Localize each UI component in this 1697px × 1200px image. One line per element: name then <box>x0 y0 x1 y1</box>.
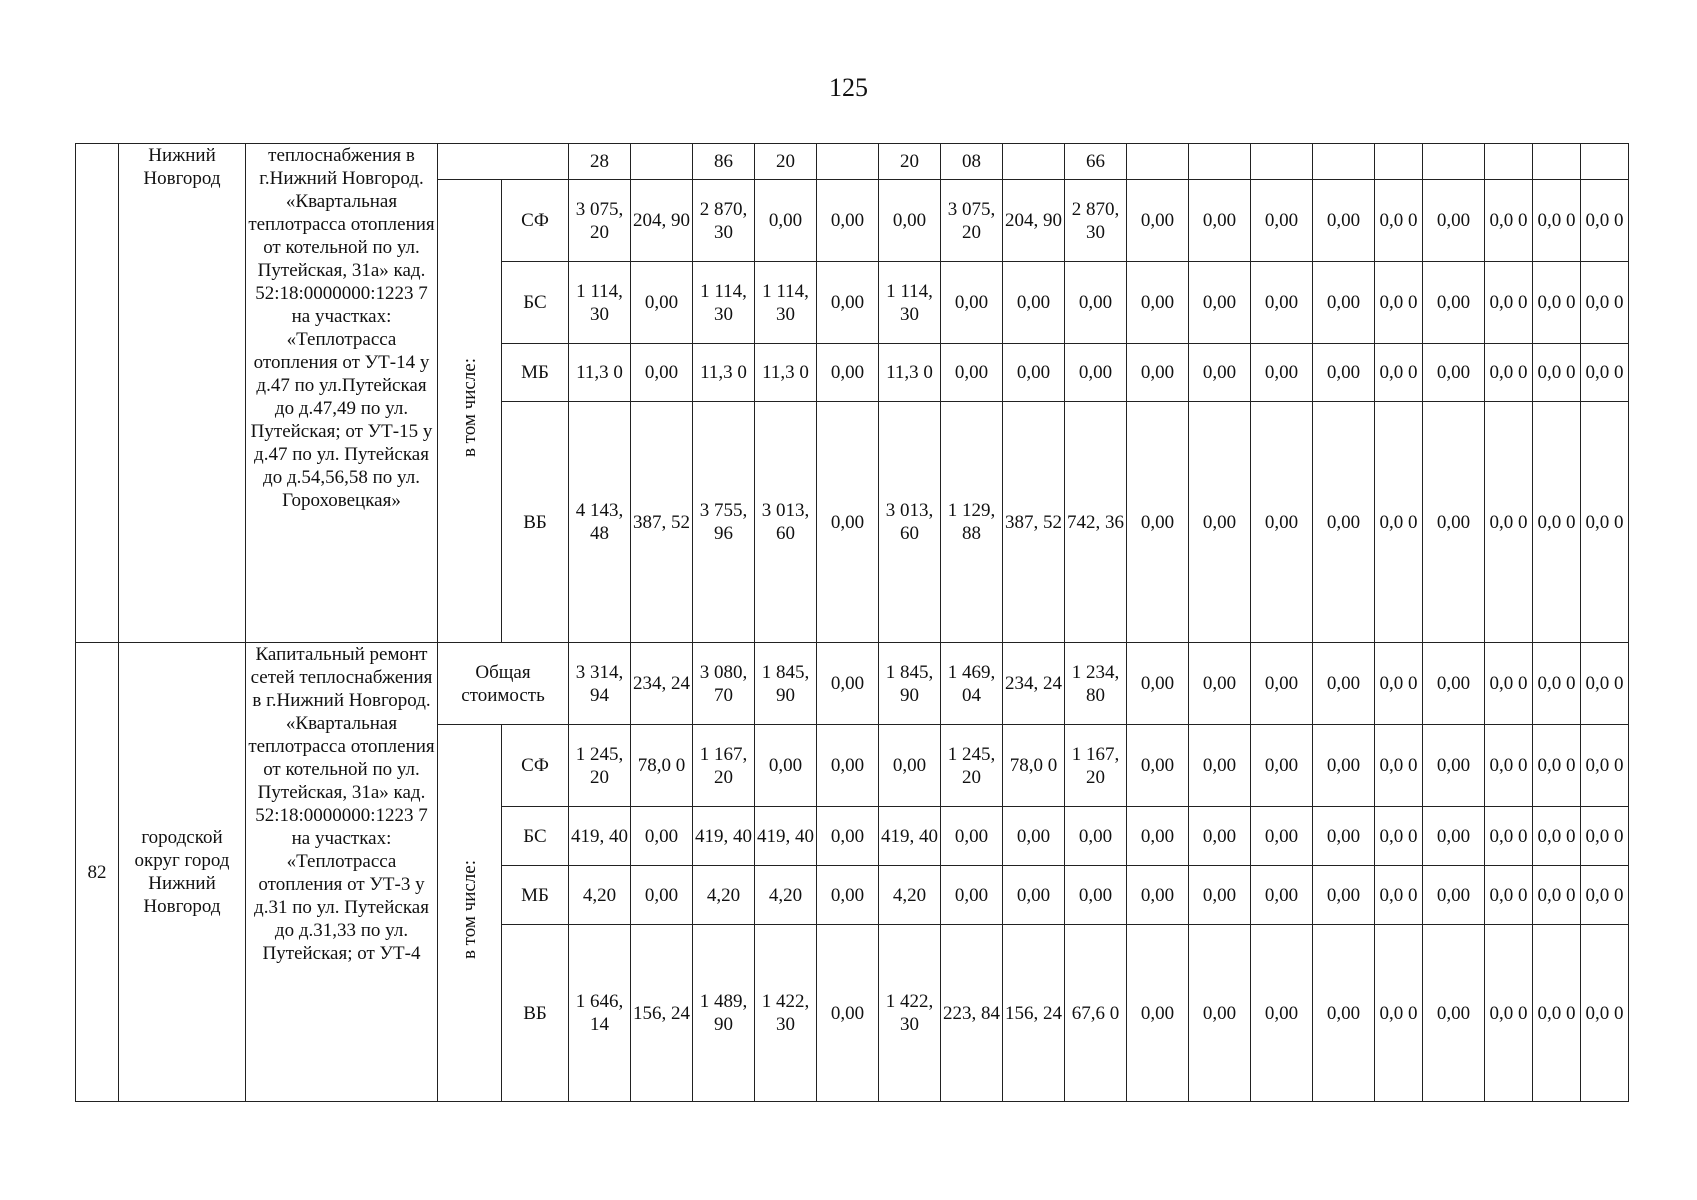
value-cell: 0,0 0 <box>1581 866 1629 925</box>
value-cell: 66 <box>1065 144 1127 180</box>
value-cell: 20 <box>755 144 817 180</box>
page-number: 125 <box>829 73 868 102</box>
value-cell: 0,0 0 <box>1375 925 1423 1102</box>
value-cell: 0,0 0 <box>1485 180 1533 262</box>
value-cell: 0,0 0 <box>1533 402 1581 643</box>
value-cell <box>1581 144 1629 180</box>
value-cell: 0,00 <box>941 807 1003 866</box>
value-cell: 204, 90 <box>631 180 693 262</box>
value-cell: 11,3 0 <box>569 344 631 402</box>
value-cell: 0,00 <box>1251 344 1313 402</box>
total-value-cell: 0,0 0 <box>1485 643 1533 725</box>
value-cell: 223, 84 <box>941 925 1003 1102</box>
value-cell <box>1251 144 1313 180</box>
value-cell: 3 075, 20 <box>569 180 631 262</box>
value-cell: 0,0 0 <box>1485 866 1533 925</box>
value-cell: 156, 24 <box>1003 925 1065 1102</box>
value-cell: 0,00 <box>817 807 879 866</box>
value-cell: 387, 52 <box>631 402 693 643</box>
value-cell <box>1485 144 1533 180</box>
value-cell: 1 646, 14 <box>569 925 631 1102</box>
value-cell: 0,00 <box>817 866 879 925</box>
value-cell: 0,0 0 <box>1485 725 1533 807</box>
value-cell: 0,00 <box>817 725 879 807</box>
total-cost-label: Общая стоимость <box>438 643 569 725</box>
including-label: в том числе: <box>459 860 480 960</box>
value-cell: 1 245, 20 <box>941 725 1003 807</box>
value-cell: 0,00 <box>1189 866 1251 925</box>
total-value-cell: 1 234, 80 <box>1065 643 1127 725</box>
value-cell <box>1003 144 1065 180</box>
value-cell: 0,00 <box>1003 807 1065 866</box>
table-row <box>76 643 1629 725</box>
including-label-cell <box>438 180 502 643</box>
municipality-cell: городской округ город Нижний Новгород <box>119 643 246 1102</box>
value-cell: 78,0 0 <box>1003 725 1065 807</box>
value-cell: 78,0 0 <box>631 725 693 807</box>
value-cell: 0,00 <box>1127 925 1189 1102</box>
value-cell: 2 870, 30 <box>693 180 755 262</box>
value-cell: 1 114, 30 <box>693 262 755 344</box>
value-cell: 0,00 <box>817 925 879 1102</box>
value-cell: 0,0 0 <box>1375 866 1423 925</box>
value-cell: 0,0 0 <box>1533 725 1581 807</box>
value-cell: 0,00 <box>1313 725 1375 807</box>
value-cell: 0,00 <box>755 180 817 262</box>
total-value-cell: 234, 24 <box>1003 643 1065 725</box>
value-cell: 1 114, 30 <box>569 262 631 344</box>
value-cell: 0,00 <box>1189 807 1251 866</box>
value-cell: 0,00 <box>1189 402 1251 643</box>
value-cell: 2 870, 30 <box>1065 180 1127 262</box>
value-cell: 4,20 <box>879 866 941 925</box>
funding-source-cell: БС <box>502 807 569 866</box>
value-cell: 0,00 <box>1127 344 1189 402</box>
value-cell: 11,3 0 <box>879 344 941 402</box>
total-value-cell: 0,00 <box>1127 643 1189 725</box>
value-cell: 387, 52 <box>1003 402 1065 643</box>
value-cell: 0,0 0 <box>1375 180 1423 262</box>
value-cell: 0,00 <box>1423 725 1485 807</box>
value-cell: 0,00 <box>1127 262 1189 344</box>
value-cell: 0,00 <box>631 866 693 925</box>
value-cell: 0,00 <box>1127 402 1189 643</box>
value-cell: 0,00 <box>1313 262 1375 344</box>
value-cell: 0,00 <box>1251 402 1313 643</box>
total-value-cell: 0,00 <box>1189 643 1251 725</box>
value-cell: 0,0 0 <box>1533 344 1581 402</box>
funding-source-cell: ВБ <box>502 402 569 643</box>
value-cell: 67,6 0 <box>1065 925 1127 1102</box>
value-cell <box>1375 144 1423 180</box>
total-value-cell: 234, 24 <box>631 643 693 725</box>
value-cell: 419, 40 <box>693 807 755 866</box>
value-cell: 28 <box>569 144 631 180</box>
value-cell: 0,00 <box>1189 925 1251 1102</box>
value-cell: 0,0 0 <box>1533 866 1581 925</box>
value-cell: 0,0 0 <box>1485 344 1533 402</box>
value-cell: 0,00 <box>631 262 693 344</box>
value-cell: 0,00 <box>1189 344 1251 402</box>
value-cell: 0,00 <box>631 807 693 866</box>
value-cell: 0,00 <box>1189 725 1251 807</box>
value-cell: 0,00 <box>1189 262 1251 344</box>
row-number-cell <box>76 144 119 643</box>
total-value-cell: 0,0 0 <box>1533 643 1581 725</box>
funding-source-cell: ВБ <box>502 925 569 1102</box>
total-value-cell: 1 469, 04 <box>941 643 1003 725</box>
value-cell: 0,00 <box>1127 866 1189 925</box>
value-cell <box>1127 144 1189 180</box>
total-value-cell: 3 080, 70 <box>693 643 755 725</box>
value-cell <box>817 144 879 180</box>
value-cell: 0,00 <box>817 262 879 344</box>
row-number-cell: 82 <box>76 643 119 1102</box>
value-cell: 1 422, 30 <box>879 925 941 1102</box>
value-cell: 0,00 <box>1251 180 1313 262</box>
value-cell: 0,00 <box>1003 344 1065 402</box>
value-cell: 0,00 <box>1065 866 1127 925</box>
value-cell: 0,0 0 <box>1533 807 1581 866</box>
value-cell: 0,00 <box>1423 180 1485 262</box>
total-value-cell: 0,00 <box>1251 643 1313 725</box>
value-cell: 3 075, 20 <box>941 180 1003 262</box>
value-cell <box>1189 144 1251 180</box>
value-cell: 0,00 <box>941 262 1003 344</box>
value-cell <box>631 144 693 180</box>
including-label: в том числе: <box>459 358 480 458</box>
value-cell: 0,00 <box>1003 262 1065 344</box>
value-cell: 0,0 0 <box>1581 402 1629 643</box>
value-cell: 419, 40 <box>879 807 941 866</box>
value-cell: 0,0 0 <box>1581 925 1629 1102</box>
municipality-cell: Нижний Новгород <box>119 144 246 643</box>
value-cell: 156, 24 <box>631 925 693 1102</box>
value-cell: 0,00 <box>1251 866 1313 925</box>
value-cell: 0,00 <box>1251 925 1313 1102</box>
value-cell: 0,00 <box>1127 180 1189 262</box>
value-cell: 0,00 <box>1313 866 1375 925</box>
value-cell: 0,00 <box>817 344 879 402</box>
funding-source-cell: МБ <box>502 344 569 402</box>
value-cell: 0,0 0 <box>1581 807 1629 866</box>
value-cell: 0,00 <box>817 180 879 262</box>
value-cell: 0,0 0 <box>1375 402 1423 643</box>
value-cell: 0,00 <box>1423 344 1485 402</box>
value-cell: 0,0 0 <box>1375 344 1423 402</box>
value-cell: 4,20 <box>569 866 631 925</box>
project-description-cell: Капитальный ремонт сетей теплоснабжения в г.Нижний Новгород. «Квартальная теплотрасса отопления от котельной по ул. Путейская, 31а» кад. 52:18:0000000:1223 7 на участках: «Теплотрасса отопления от УТ-3 у д.31 по ул. Путейская до д.31,33 по ул. Путейская; от УТ-4 <box>246 643 438 1102</box>
value-cell: 0,00 <box>1313 925 1375 1102</box>
value-cell: 0,00 <box>1251 262 1313 344</box>
value-cell: 0,00 <box>879 180 941 262</box>
value-cell: 1 489, 90 <box>693 925 755 1102</box>
value-cell: 11,3 0 <box>755 344 817 402</box>
value-cell: 0,00 <box>1313 180 1375 262</box>
value-cell: 0,00 <box>879 725 941 807</box>
value-cell: 0,0 0 <box>1533 262 1581 344</box>
value-cell: 0,0 0 <box>1485 262 1533 344</box>
value-cell <box>1313 144 1375 180</box>
value-cell: 86 <box>693 144 755 180</box>
value-cell: 1 422, 30 <box>755 925 817 1102</box>
value-cell: 0,00 <box>1313 344 1375 402</box>
value-cell: 20 <box>879 144 941 180</box>
value-cell: 1 167, 20 <box>693 725 755 807</box>
funding-source-cell: СФ <box>502 180 569 262</box>
total-value-cell: 3 314, 94 <box>569 643 631 725</box>
value-cell: 0,00 <box>631 344 693 402</box>
value-cell <box>1533 144 1581 180</box>
value-cell: 0,00 <box>755 725 817 807</box>
table-body <box>76 144 1629 1102</box>
value-cell: 0,0 0 <box>1375 262 1423 344</box>
value-cell: 0,00 <box>1189 180 1251 262</box>
value-cell: 742, 36 <box>1065 402 1127 643</box>
value-cell: 0,0 0 <box>1581 725 1629 807</box>
value-cell: 0,00 <box>1127 725 1189 807</box>
value-cell: 0,00 <box>1251 725 1313 807</box>
total-value-cell: 0,00 <box>1313 643 1375 725</box>
value-cell: 0,0 0 <box>1375 807 1423 866</box>
value-cell: 1 114, 30 <box>755 262 817 344</box>
value-cell: 0,0 0 <box>1485 402 1533 643</box>
value-cell: 0,0 0 <box>1485 807 1533 866</box>
value-cell: 0,00 <box>1127 807 1189 866</box>
value-cell: 11,3 0 <box>693 344 755 402</box>
value-cell: 1 114, 30 <box>879 262 941 344</box>
value-cell: 0,0 0 <box>1581 344 1629 402</box>
value-cell: 0,0 0 <box>1533 925 1581 1102</box>
value-cell: 3 013, 60 <box>879 402 941 643</box>
value-cell: 1 129, 88 <box>941 402 1003 643</box>
value-cell: 4,20 <box>755 866 817 925</box>
value-cell: 0,00 <box>941 866 1003 925</box>
total-value-cell: 0,0 0 <box>1375 643 1423 725</box>
value-cell: 1 245, 20 <box>569 725 631 807</box>
value-cell: 0,00 <box>1423 807 1485 866</box>
value-cell: 0,00 <box>1423 866 1485 925</box>
value-cell: 0,00 <box>1313 807 1375 866</box>
value-cell: 0,00 <box>1423 262 1485 344</box>
cost-label-cell <box>438 144 569 180</box>
including-label-cell <box>438 725 502 1102</box>
value-cell: 4 143, 48 <box>569 402 631 643</box>
total-value-cell: 1 845, 90 <box>755 643 817 725</box>
funding-source-cell: СФ <box>502 725 569 807</box>
value-cell: 1 167, 20 <box>1065 725 1127 807</box>
value-cell: 0,0 0 <box>1581 262 1629 344</box>
funding-source-cell: МБ <box>502 866 569 925</box>
funding-source-cell: БС <box>502 262 569 344</box>
value-cell: 0,0 0 <box>1581 180 1629 262</box>
value-cell: 0,00 <box>941 344 1003 402</box>
total-value-cell: 0,00 <box>817 643 879 725</box>
value-cell: 0,00 <box>1251 807 1313 866</box>
value-cell: 3 755, 96 <box>693 402 755 643</box>
value-cell: 0,00 <box>817 402 879 643</box>
value-cell: 08 <box>941 144 1003 180</box>
value-cell: 0,00 <box>1065 807 1127 866</box>
table-row <box>76 144 1629 180</box>
value-cell: 0,0 0 <box>1533 180 1581 262</box>
budget-table <box>75 143 1629 1102</box>
value-cell: 0,00 <box>1423 925 1485 1102</box>
value-cell: 0,0 0 <box>1485 925 1533 1102</box>
value-cell: 0,0 0 <box>1375 725 1423 807</box>
value-cell: 0,00 <box>1423 402 1485 643</box>
project-description-cell: теплоснабжения в г.Нижний Новгород. «Квартальная теплотрасса отопления от котельной по ул. Путейская, 31а» кад. 52:18:0000000:1223 7 на участках: «Теплотрасса отопления от УТ-14 у д.47 по ул.Путейская до д.47,49 по ул. Путейская; от УТ-15 у д.47 по ул. Путейская до д.54,56,58 по ул. Гороховецкая» <box>246 144 438 643</box>
value-cell: 4,20 <box>693 866 755 925</box>
total-value-cell: 0,00 <box>1423 643 1485 725</box>
value-cell: 419, 40 <box>755 807 817 866</box>
value-cell <box>1423 144 1485 180</box>
value-cell: 0,00 <box>1065 262 1127 344</box>
total-value-cell: 1 845, 90 <box>879 643 941 725</box>
value-cell: 0,00 <box>1065 344 1127 402</box>
value-cell: 0,00 <box>1003 866 1065 925</box>
value-cell: 204, 90 <box>1003 180 1065 262</box>
value-cell: 419, 40 <box>569 807 631 866</box>
value-cell: 0,00 <box>1313 402 1375 643</box>
value-cell: 3 013, 60 <box>755 402 817 643</box>
total-value-cell: 0,0 0 <box>1581 643 1629 725</box>
